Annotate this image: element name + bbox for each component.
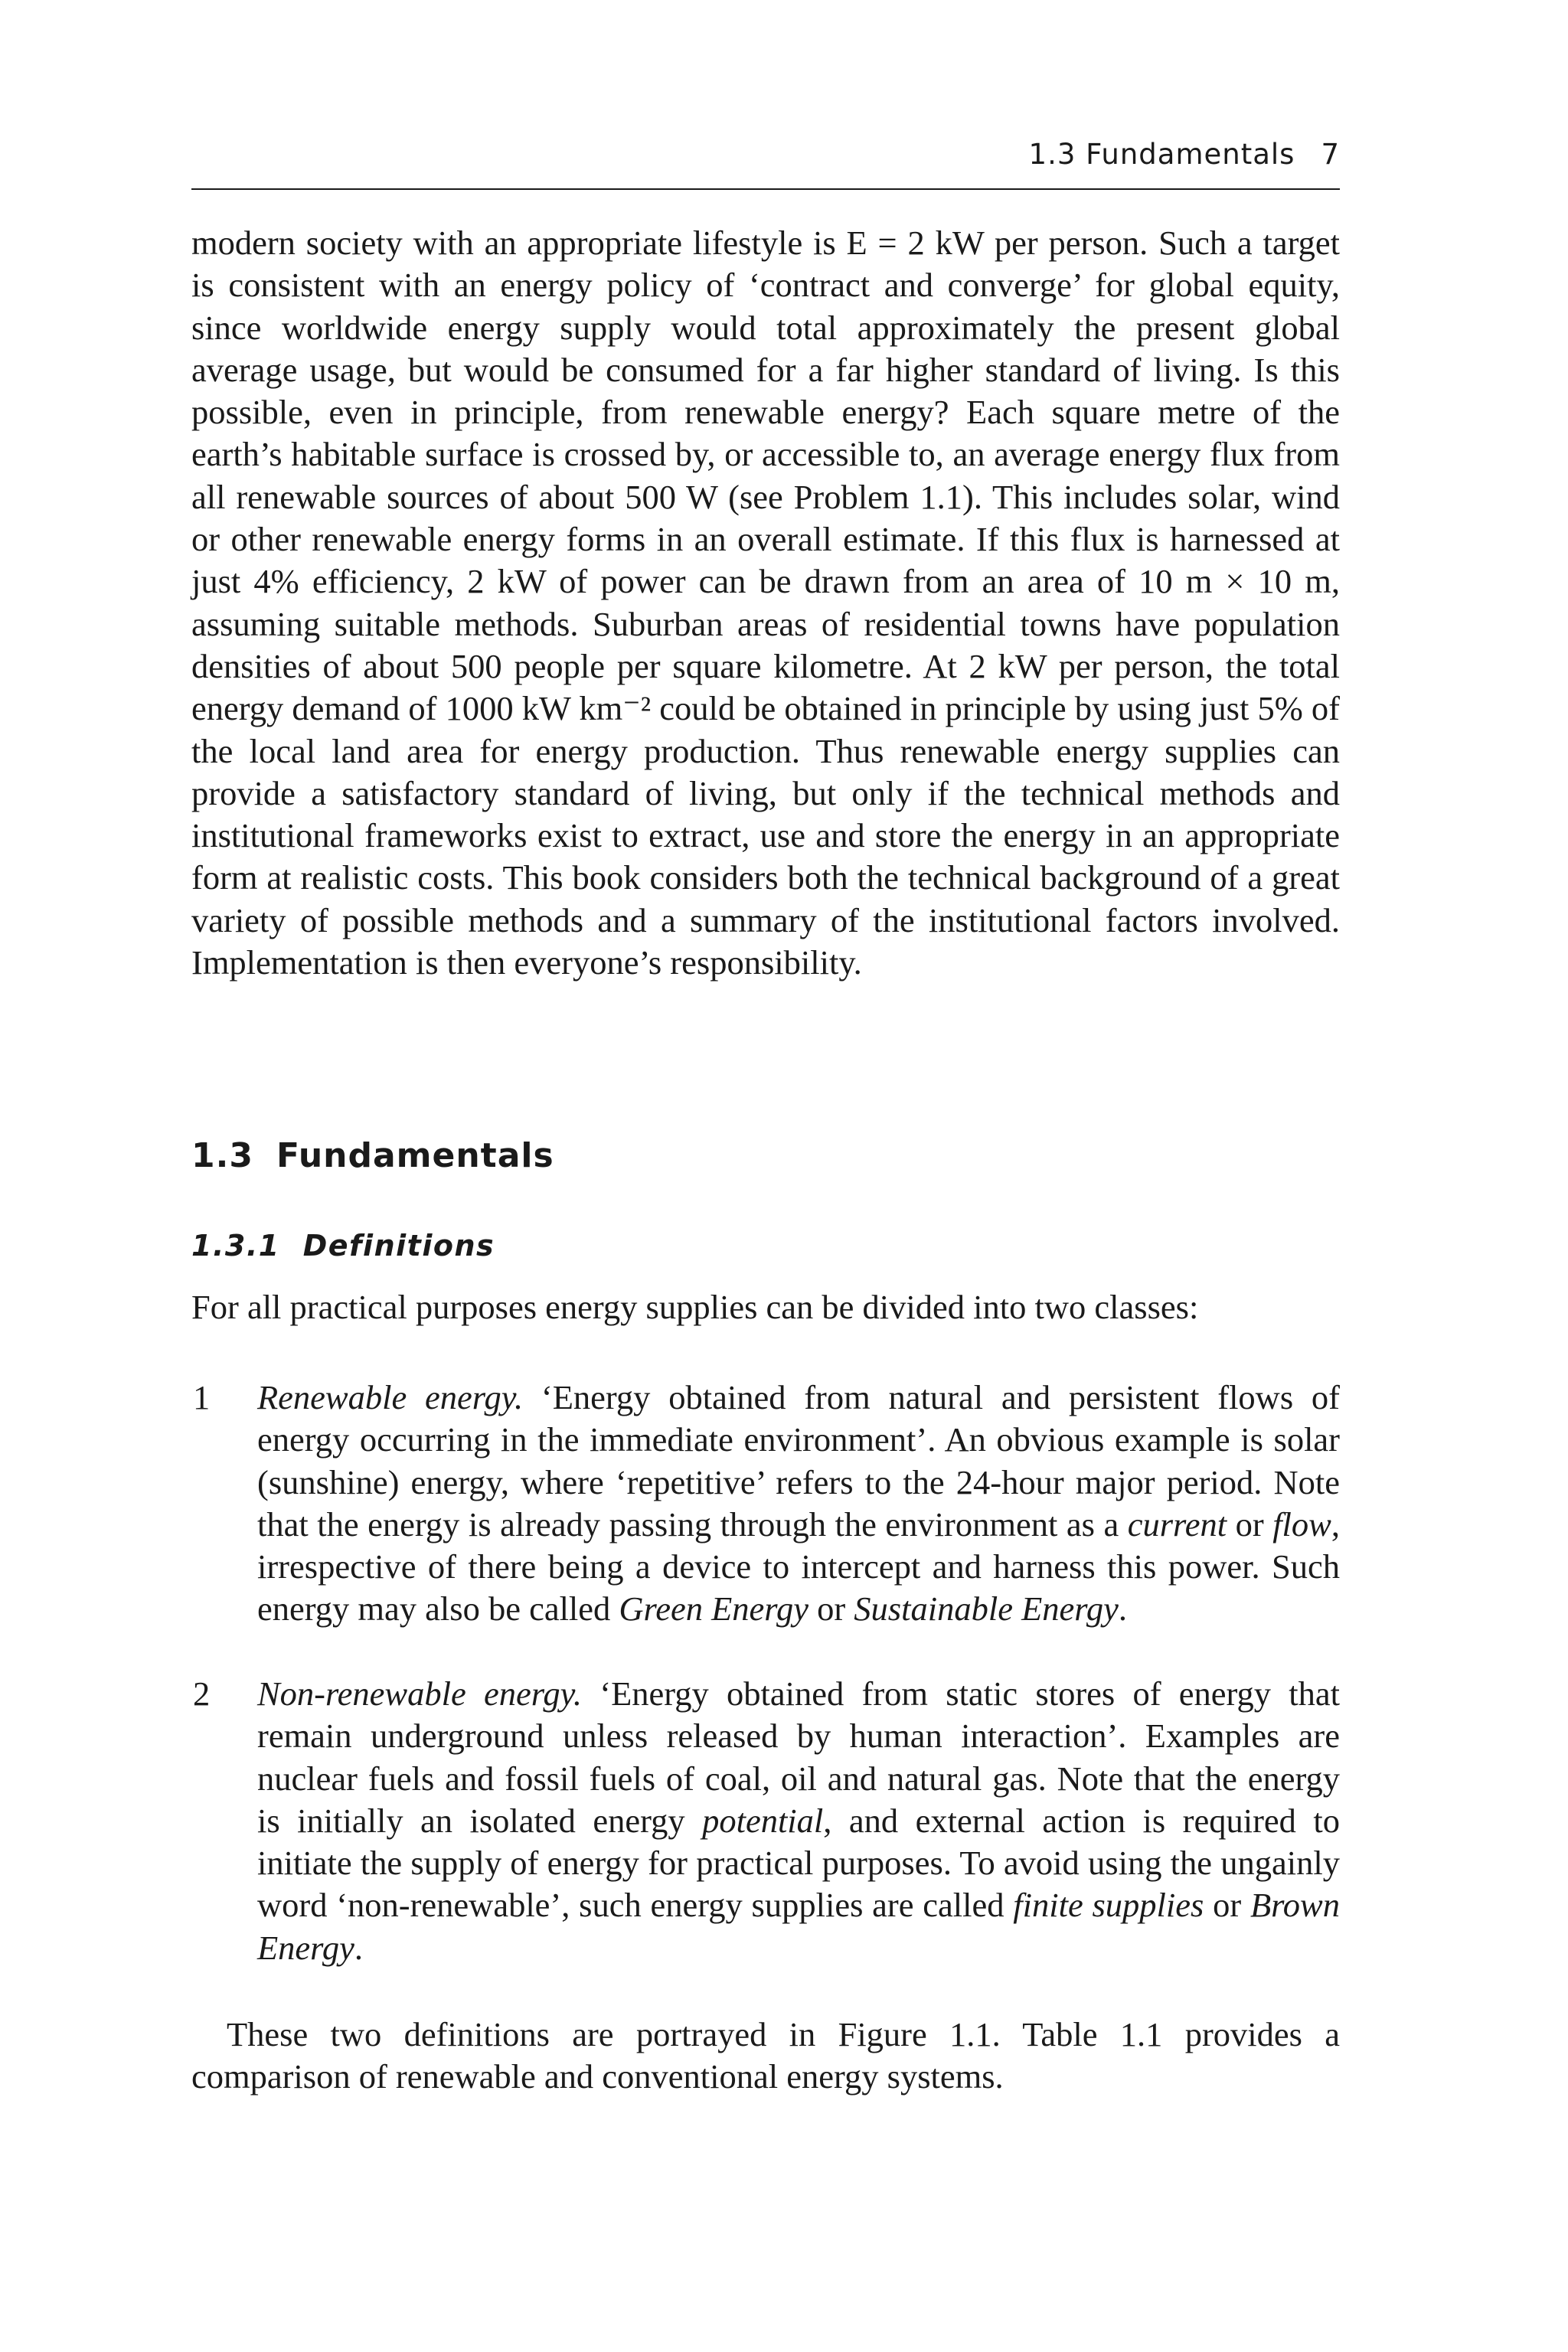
subsection-title: Definitions: [302, 1229, 495, 1263]
page-number: 7: [1321, 138, 1340, 171]
definition-text: .: [1118, 1589, 1128, 1628]
term: Non-renewable energy.: [257, 1674, 583, 1713]
emphasis: potential: [702, 1801, 824, 1840]
running-head-section: 1.3 Fundamentals: [1028, 138, 1295, 171]
definition-text: .: [354, 1928, 363, 1967]
emphasis: Green Energy: [619, 1589, 808, 1628]
emphasis: Brown Energy: [257, 1886, 1340, 1967]
definition-list-item-2: [191, 1673, 1340, 1969]
definition-text: or: [1227, 1504, 1273, 1544]
section-title: Fundamentals: [276, 1136, 554, 1175]
definition-text: , and external action is required to initiate the supply of energy for practical purposes. To avoid using the ungainly word ‘non-renewable’, such energy supplies are called: [257, 1801, 1340, 1925]
emphasis: finite supplies: [1013, 1886, 1204, 1925]
paragraph-1: modern society with an appropriate lifestyle is E = 2 kW per person. Such a target is consistent with an energy policy of ‘contract and converge’ for global equity, since worldwide energy supply would total approximately the present global average usage, but would be consumed for a far higher standard of living. Is this possible, even in principle, from renewable energy? Each square metre of the earth’s habitable surface is crossed by, or accessible to, an average energy flux from all renewable sources of about 500 W (see Problem 1.1). This includes solar, wind or other renewable energy forms in an overall estimate. If this flux is harnessed at just 4% efficiency, 2 kW of power can be drawn from an area of 10 m × 10 m, assuming suitable methods. Suburban areas of residential towns have population densities of about 500 people per square kilometre. At 2 kW per person, the total energy demand of 1000 kW km⁻² could be obtained in principle by using just 5% of the local land area for energy production. Thus renewable energy supplies can provide a satisfactory standard of living, but only if the technical methods and institutional frameworks exist to extract, use and store the energy in an appropriate form at realistic costs. This book considers both the technical background of a great variety of possible methods and a summary of the institutional factors involved. Implementation is then everyone’s responsibility.: [191, 224, 1340, 982]
definition-text: ‘Energy obtained from natural and persistent flows of energy occurring in the immediate environment’. An obvious example is solar (sunshine) energy, where ‘repetitive’ refers to the 24-hour major period. Note that the energy is already passing through the environment as a: [257, 1378, 1340, 1544]
list-number: 1: [193, 1378, 211, 1416]
emphasis: current: [1127, 1504, 1227, 1544]
subsection-heading: [191, 1229, 495, 1263]
emphasis: Sustainable Energy: [854, 1589, 1119, 1628]
definition-list-item-1: [191, 1377, 1340, 1631]
section-heading: [191, 1136, 554, 1175]
definition-text: , irrespective of there being a device to intercept and harness this power. Such energy may also be called: [257, 1504, 1340, 1628]
definition-text: or: [1204, 1886, 1250, 1925]
running-head: [1029, 138, 1340, 171]
list-number: 2: [193, 1674, 211, 1713]
definition-text: or: [808, 1589, 854, 1628]
header-rule: [191, 188, 1340, 190]
intro-paragraph: For all practical purposes energy supplies can be divided into two classes:: [191, 1288, 1199, 1326]
section-number: 1.3: [191, 1136, 253, 1175]
term: Renewable energy.: [257, 1378, 524, 1416]
subsection-number: 1.3.1: [191, 1229, 280, 1263]
closing-paragraph: These two definitions are portrayed in Figure 1.1. Table 1.1 provides a comparison of renewable and conventional energy systems.: [191, 2015, 1340, 2096]
emphasis: flow: [1272, 1504, 1331, 1544]
definition-text: ‘Energy obtained from static stores of energy that remain underground unless released by human interaction’. Examples are nuclear fuels and fossil fuels of coal, oil and natural gas. Note that the energy is initially an isolated energy: [257, 1674, 1340, 1840]
